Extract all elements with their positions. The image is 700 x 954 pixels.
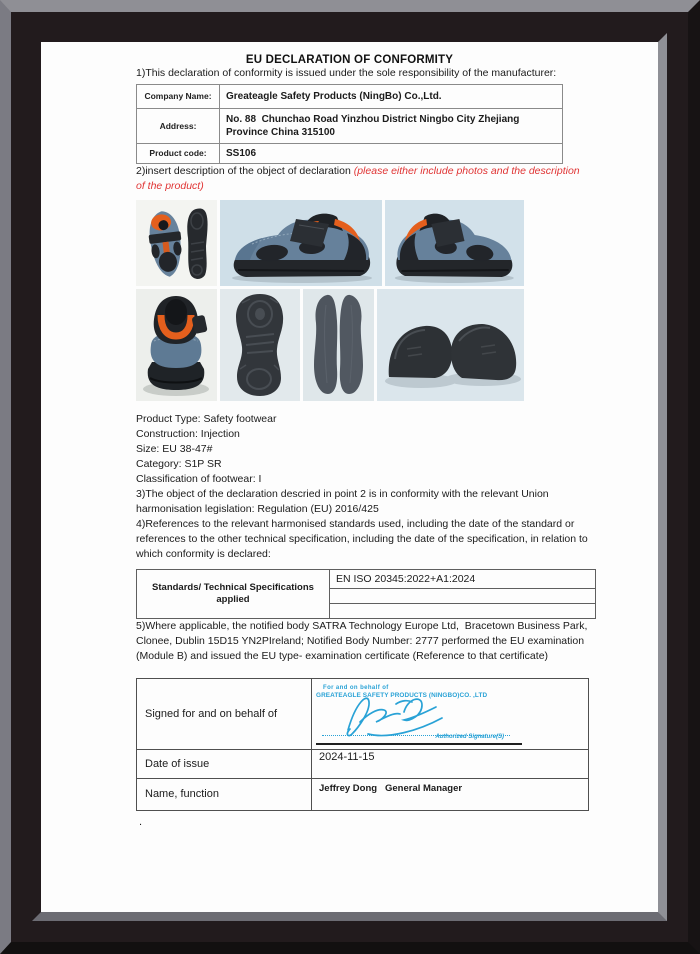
page-title: EU DECLARATION OF CONFORMITY <box>245 54 454 66</box>
stamp-authorized-label: Authorized Signature(S) <box>435 733 504 740</box>
picture-frame-black <box>11 12 688 942</box>
product-code-value: SS106 <box>220 143 563 163</box>
paragraph-1: 1)This declaration of conformity is issued under the sole responsibility of the manufacturer: <box>136 67 557 79</box>
name-function-label: Name, function <box>137 778 312 810</box>
standard-value: EN ISO 20345:2022+A1:2024 <box>330 570 596 589</box>
product-code-label: Product code: <box>137 143 220 163</box>
standard-empty-row <box>330 604 596 619</box>
table-row <box>137 84 563 108</box>
name-function-value: Jeffrey Dong General Manager <box>312 778 589 810</box>
document-page <box>41 42 658 912</box>
manufacturer-table <box>136 84 563 164</box>
paragraph-4: 4)References to the relevant harmonised standards used, including the date of the standard or references to the other technical specification, including the date of the specification, in relation to which conformity is declared: <box>136 517 588 560</box>
date-of-issue-value: 2024-11-15 <box>312 749 589 778</box>
stamp-line-1: For and on behalf of <box>323 684 389 691</box>
table-row <box>137 778 589 810</box>
photo-shoe-top-view-with-outsole <box>136 200 217 286</box>
product-type-line: Product Type: Safety footwear <box>136 413 277 426</box>
table-row <box>137 570 596 589</box>
photo-shoe-rear-view <box>136 289 217 401</box>
paragraph-3: 3)The object of the declaration descried in point 2 is in conformity with the relevant Union harmonisation legislation: Regulation (EU) 2016/425 <box>136 488 549 516</box>
date-of-issue-label: Date of issue <box>137 749 312 778</box>
photo-shoe-side-view-toe-left <box>220 200 382 286</box>
category-line: Category: S1P SR <box>136 458 222 471</box>
standards-table <box>136 569 596 619</box>
address-value: No. 88 Chunchao Road Yinzhou District Ningbo City Zhejiang Province China 315100 <box>220 108 563 143</box>
paragraph-2 <box>136 164 590 194</box>
standards-label: Standards/ Technical Specifications applied <box>137 570 330 619</box>
photo-insoles-pair <box>303 289 374 401</box>
standard-empty-row <box>330 589 596 604</box>
table-row <box>137 143 563 163</box>
photo-steel-toe-caps <box>377 289 524 401</box>
classification-line: Classification of footwear: I <box>136 473 262 486</box>
address-label: Address: <box>137 108 220 143</box>
paragraph-2-text: 2)insert description of the object of declaration <box>136 164 354 177</box>
table-row <box>137 749 589 778</box>
paragraph-5: 5)Where applicable, the notified body SATRA Technology Europe Ltd, Bracetown Business Park, Clonee, Dublin 15D15 YN2PIreland; Notified Body Number: 2777 performed the EU examination (Module B) and issued the EU type- examination certificate (Reference to that certificate) <box>136 620 591 662</box>
photo-outsole-bottom-view <box>220 289 300 401</box>
document-content <box>136 66 658 828</box>
company-name-value: Greateagle Safety Products (NingBo) Co.,Ltd. <box>220 84 563 108</box>
construction-line: Construction: Injection <box>136 428 240 441</box>
signature-table <box>136 678 589 811</box>
size-line: Size: EU 38-47# <box>136 443 213 456</box>
company-stamp <box>316 683 528 745</box>
table-row <box>137 108 563 143</box>
picture-frame-bevel <box>32 33 667 921</box>
photo-shoe-side-view-toe-right <box>385 200 524 286</box>
stamp-dotted-line <box>322 725 510 740</box>
product-photos-row-2 <box>136 289 658 401</box>
stamp-company-line: GREATEAGLE SAFETY PRODUCTS (NINGBO)CO. ,LTD <box>316 691 488 699</box>
product-description-list <box>136 412 658 487</box>
table-row <box>137 678 589 749</box>
signed-for-label: Signed for and on behalf of <box>137 678 312 749</box>
signature-underline <box>316 743 522 745</box>
paragraph-2-red-note: (please either include photos and the description of the product) <box>136 164 580 192</box>
company-name-label: Company Name: <box>137 84 220 108</box>
signature-cell <box>312 678 589 749</box>
product-photos-row-1 <box>136 200 658 286</box>
trailing-period: . <box>139 815 143 828</box>
